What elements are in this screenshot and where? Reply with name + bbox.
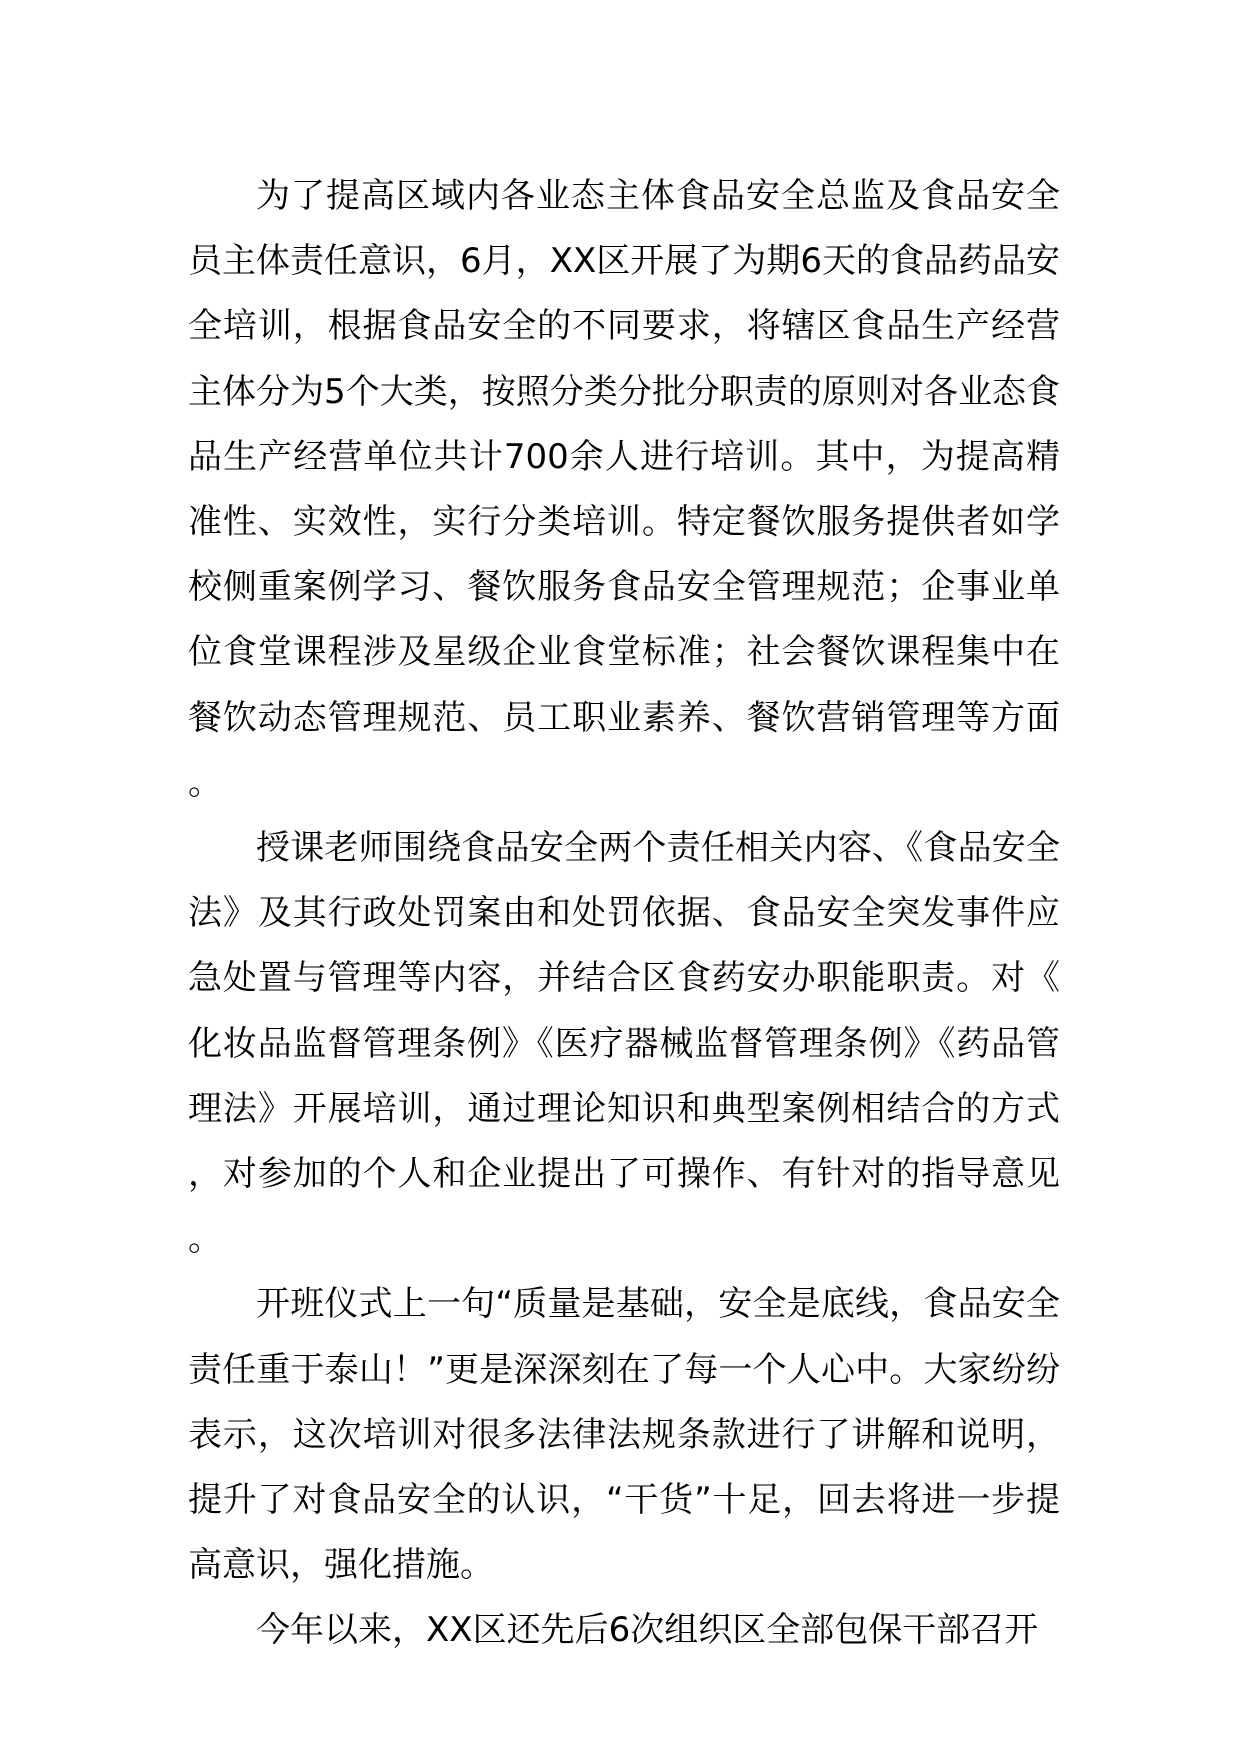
paragraph-opening-ceremony: 开班仪式上一句“质量是基础，安全是底线，食品安全责任重于泰山！”更是深深刻在了每一个人心中。大家纷纷表示，这次培训对很多法律法规条款进行了讲解和说明，提升了对食品安全的认识，“干货”十足，回去将进一步提高意识，强化措施。: [188, 1284, 1060, 1586]
paragraph-training-overview: 为了提高区域内各业态主体食品安全总监及食品安全员主体责任意识，6月，XX区开展了为期6天的食品药品安全培训，根据食品安全的不同要求，将辖区食品生产经营主体分为5个大类，按照分类分批分职责的原则对各业态食品生产经营单位共计700余人进行培训。其中，为提高精准性、实效性，实行分类培训。特定餐饮服务提供者如学校侧重案例学习、餐饮服务食品安全管理规范；企事业单位食堂课程涉及星级企业食堂标准；社会餐饮课程集中在餐饮动态管理规范、员工职业素养、餐饮营销管理等方面。: [188, 176, 1060, 803]
paragraph-cadre-meetings: 今年以来，XX区还先后6次组织区全部包保干部召开: [256, 1610, 1039, 1651]
paragraph-course-content: 授课老师围绕食品安全两个责任相关内容、《食品安全法》及其行政处罚案由和处罚依据、食品安全突发事件应急处置与管理等内容，并结合区食药安办职能职责。对《化妆品监督管理条例》《医疗器械监督管理条例》《药品管理法》开展培训，通过理论知识和典型案例相结合的方式，对参加的个人和企业提出了可操作、有针对的指导意见。: [188, 828, 1060, 1260]
document-body: [188, 164, 1060, 1664]
